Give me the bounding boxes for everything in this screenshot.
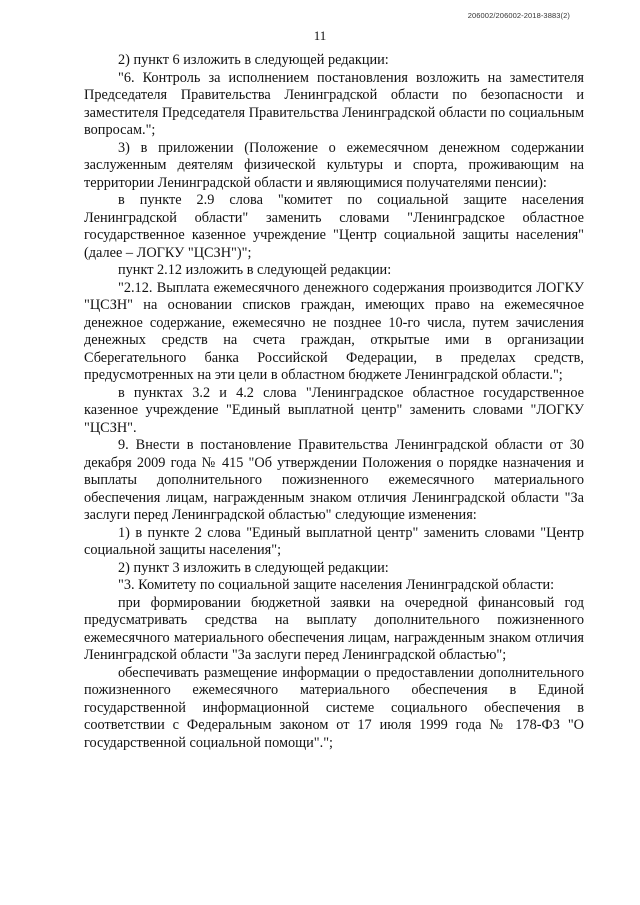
paragraph: 1) в пункте 2 слова "Единый выплатной центр" заменить словами "Центр социальной защиты населения";	[84, 524, 584, 558]
paragraph: пункт 2.12 изложить в следующей редакции:	[118, 262, 392, 278]
paragraph: 3) в приложении (Положение о ежемесячном денежном содержании заслуженным деятелям физической культуры и спорта, проживающим на территории Ленинградской области и являющимися получателями пенсии):	[84, 139, 584, 191]
paragraph: 9. Внести в постановление Правительства Ленинградской области от 30 декабря 2009 года № 415 "Об утверждении Положения о порядке назначения и выплаты дополнительного пожизненного ежемесячного материального обеспечения лицам, награжденным знаком отличия Ленинградской области "За заслуги перед Ленинградской областью" следующие изменения:	[84, 437, 584, 523]
paragraph: 2) пункт 6 изложить в следующей редакции:	[118, 52, 389, 68]
paragraph: "6. Контроль за исполнением постановления возложить на заместителя Председателя Правительства Ленинградской области по безопасности и заместителя Председателя Правительства Ленинградской области по социальным вопросам.";	[84, 69, 584, 138]
paragraph: "3. Комитету по социальной защите населения Ленинградской области:	[118, 577, 555, 593]
paragraph: при формировании бюджетной заявки на очередной финансовый год предусматривать средства на выплату дополнительного пожизненного ежемесячного материального обеспечения лицам, награжденным знаком отличия Ленинградской области "За заслуги перед Ленинградской областью";	[84, 594, 584, 663]
document-body	[84, 52, 584, 752]
paragraph: в пункте 2.9 слова "комитет по социальной защите населения Ленинградской области" заменить словами "Ленинградское областное государственное казенное учреждение "Центр социальной защиты населения" (далее – ЛОГКУ "ЦСЗН")";	[84, 192, 584, 261]
paragraph: "2.12. Выплата ежемесячного денежного содержания производится ЛОГКУ "ЦСЗН" на основании списков граждан, имеющих право на ежемесячное денежное содержание, ежемесячно не позднее 10-го числа, путем зачисления денежных средств на счета граждан, открытые ими в организации Сберегательного банка Российской Федерации, в пределах средств, предусмотренных на эти цели в областном бюджете Ленинградской области.";	[84, 279, 584, 383]
paragraph: 2) пункт 3 изложить в следующей редакции:	[118, 559, 389, 576]
paragraph: обеспечивать размещение информации о предоставлении дополнительного пожизненного ежемесячного материального обеспечения в Единой государственной информационной системе социального обеспечения в соответствии с Федеральным законом от 17 июля 1999 года № 178-ФЗ "О государственной социальной помощи".";	[84, 664, 584, 751]
page-number: 11	[313, 28, 327, 43]
document-id: 206002/206002-2018-3883(2)	[467, 11, 570, 20]
paragraph: в пунктах 3.2 и 4.2 слова "Ленинградское областное государственное казенное учреждение "Единый выплатной центр" заменить словами "ЛОГКУ "ЦСЗН".	[84, 384, 584, 436]
